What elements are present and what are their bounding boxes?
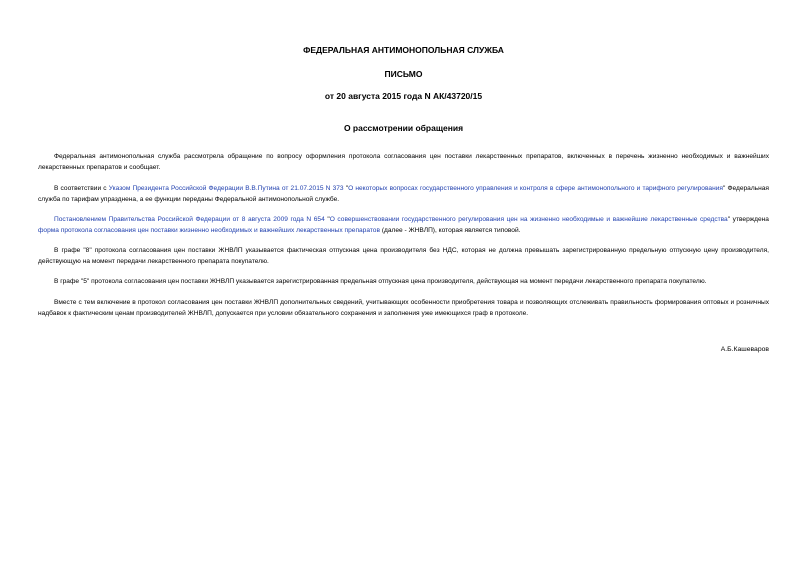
paragraph-2-text-1: В соответствии с — [54, 185, 109, 192]
document-subject: О рассмотрении обращения — [343, 123, 464, 133]
paragraph-4: В графе "8" протокола согласования цен поставки ЖНВЛП указывается фактическая отпускная цена производителя без НДС, которая не должна превышать зарегистрированную предельную отпускную цену производителя, действующую на момент передачи лекарственного препарата покупателю. — [38, 247, 769, 265]
presidential-decree-link[interactable]: Указом Президента Российской Федерации В.В.Путина от 21.07.2015 N 373 — [108, 185, 344, 192]
paragraph-3-text-3: (далее - ЖНВЛП), которая является типовой. — [379, 227, 521, 234]
government-resolution-link[interactable]: Постановлением Правительства Российской Федерации от 8 августа 2009 года N 654 — [54, 216, 325, 223]
paragraph-6: Вместе с тем включение в протокол согласования цен поставки ЖНВЛП дополнительных сведений, учитывающих особенности приобретения товара и позволяющих отслеживать правильность формирования оптовых и розничных надбавок к фактическим ценам производителей ЖНВЛП, допускается при условии обязательного сохранения и заполнения уже имеющихся граф в протоколе. — [38, 299, 769, 317]
document-date-number: от 20 августа 2015 года N АК/43720/15 — [324, 91, 483, 101]
agency-title: ФЕДЕРАЛЬНАЯ АНТИМОНОПОЛЬНАЯ СЛУЖБА — [303, 45, 504, 55]
document-type: ПИСЬМО — [384, 69, 423, 79]
decree-title-link[interactable]: О некоторых вопросах государственного управления и контроля в сфере антимонопольного и тарифного регулирования — [348, 185, 723, 192]
paragraph-1: Федеральная антимонопольная служба рассмотрела обращение по вопросу оформления протокола согласования цен поставки лекарственных препаратов, включенных в перечень жизненно необходимых и важнейших лекарственных препаратов и сообщает. — [38, 153, 769, 171]
paragraph-5: В графе "5" протокола согласования цен поставки ЖНВЛП указывается зарегистрированная предельная отпускная цена производителя, действующая на момент передачи лекарственного препарата покупателю. — [54, 278, 707, 285]
paragraph-2-text-3: " Федеральная служба по тарифам упразднена, а ее функции переданы Федеральной антимонопольной службе. — [38, 185, 769, 203]
paragraph-3 — [38, 214, 769, 236]
paragraph-3-text-2: " утверждена — [727, 216, 769, 223]
paragraph-2 — [38, 183, 769, 205]
protocol-form-link[interactable]: форма протокола согласования цен поставки жизненно необходимых и важнейших лекарственных препаратов — [38, 227, 380, 234]
paragraph-3-text-1: " — [324, 216, 330, 223]
resolution-title-link[interactable]: О совершенствовании государственного регулирования цен на жизненно необходимые и важнейшие лекарственные средства — [329, 216, 728, 223]
signature: А.Б.Кашеваров — [720, 346, 769, 353]
paragraph-2-text-2: " — [343, 185, 349, 192]
